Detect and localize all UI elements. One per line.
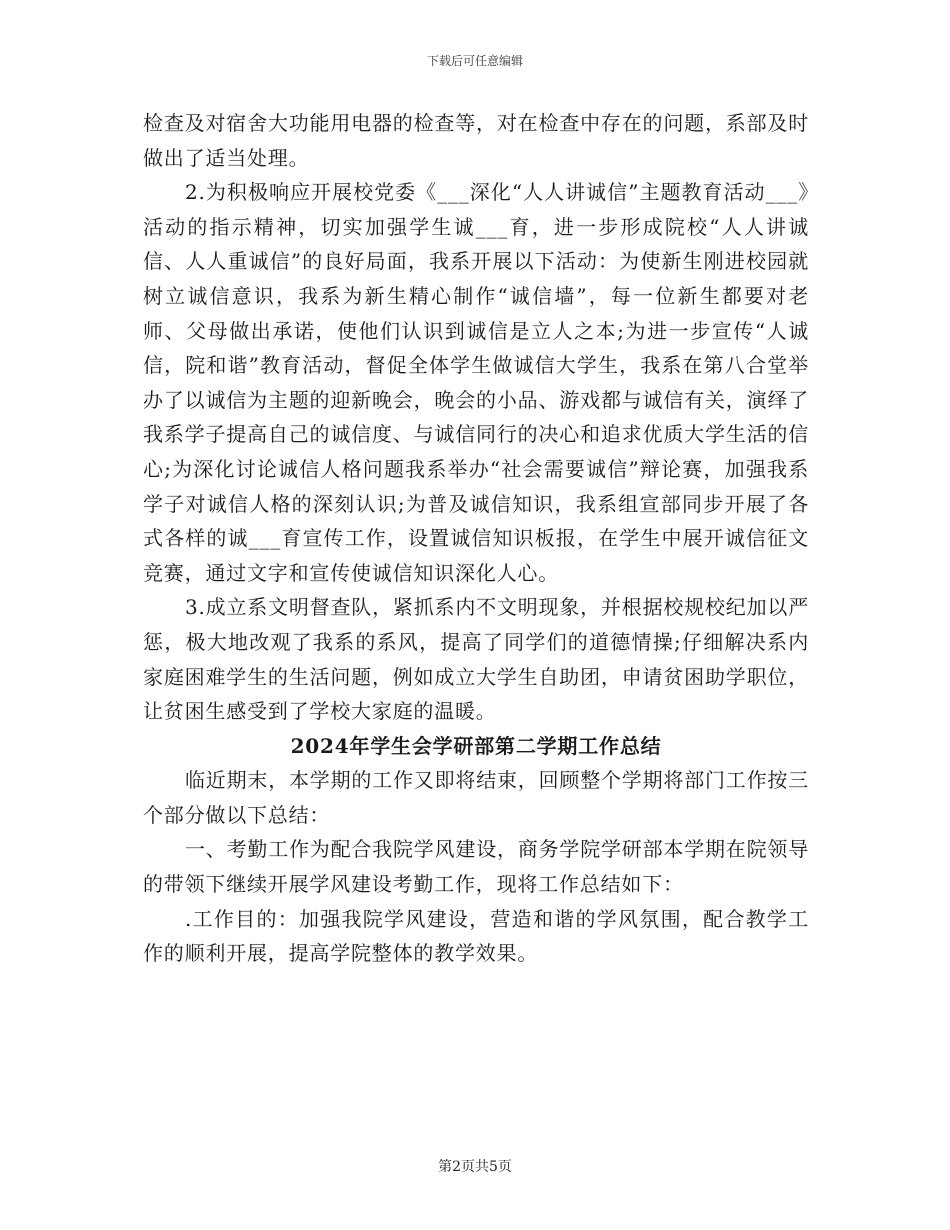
paragraph-continuation: 检查及对宿舍大功能用电器的检查等，对在检查中存在的问题，系部及时做出了适当处理。 [143, 111, 809, 170]
work-goal-paragraph: .工作目的：加强我院学风建设，营造和谐的学风氛围，配合教学工作的顺利开展，提高学院整体的教学效果。 [143, 906, 809, 966]
section-title: 2024年学生会学研部第二学期工作总结 [290, 733, 662, 758]
paragraph-item-2: 2.为积极响应开展校党委《___深化“人人讲诚信”主题教育活动___》活动的指示精神，切实加强学生诚___育，进一步形成院校“人人讲诚信、人人重诚信”的良好局面，我系开展以下活动：为使新生刚进校园就树立诚信意识，我系为新生精心制作“诚信墙”，每一位新生都要对老师、父母做出承诺，使他们认识到诚信是立人之本;为进一步宣传“人诚信，院和谐”教育活动，督促全体学生做诚信大学生，我系在第八合堂举办了以诚信为主题的迎新晚会，晚会的小品、游戏都与诚信有关，演绎了我系学子提高自己的诚信度、与诚信同行的决心和追求优质大学生活的信心;为深化讨论诚信人格问题我系举办“社会需要诚信”辩论赛，加强我系学子对诚信人格的深刻认识;为普及诚信知识，我系组宣部同步开展了各式各样的诚___育宣传工作，设置诚信知识板报，在学生中展开诚信征文竞赛，通过文字和宣传使诚信知识深化人心。 [143, 180, 809, 585]
paragraph-item-3: 3.成立系文明督查队，紧抓系内不文明现象，并根据校规校纪加以严惩，极大地改观了我系的系风，提高了同学们的道德情操;仔细解决系内家庭困难学生的生活问题，例如成立大学生自助团，申请贫困助学职位，让贫困生感受到了学校大家庭的温暖。 [143, 595, 809, 724]
page-number: 第2页共5页 [438, 1159, 512, 1175]
document-body [143, 106, 809, 971]
section-intro-paragraph: 临近期末，本学期的工作又即将结束，回顾整个学期将部门工作按三个部分做以下总结： [143, 768, 809, 827]
page-header: 下载后可任意编辑 [426, 54, 523, 68]
attendance-work-paragraph: 一、考勤工作为配合我院学风建设，商务学院学研部本学期在院领导的带领下继续开展学风建设考勤工作，现将工作总结如下： [143, 837, 809, 897]
